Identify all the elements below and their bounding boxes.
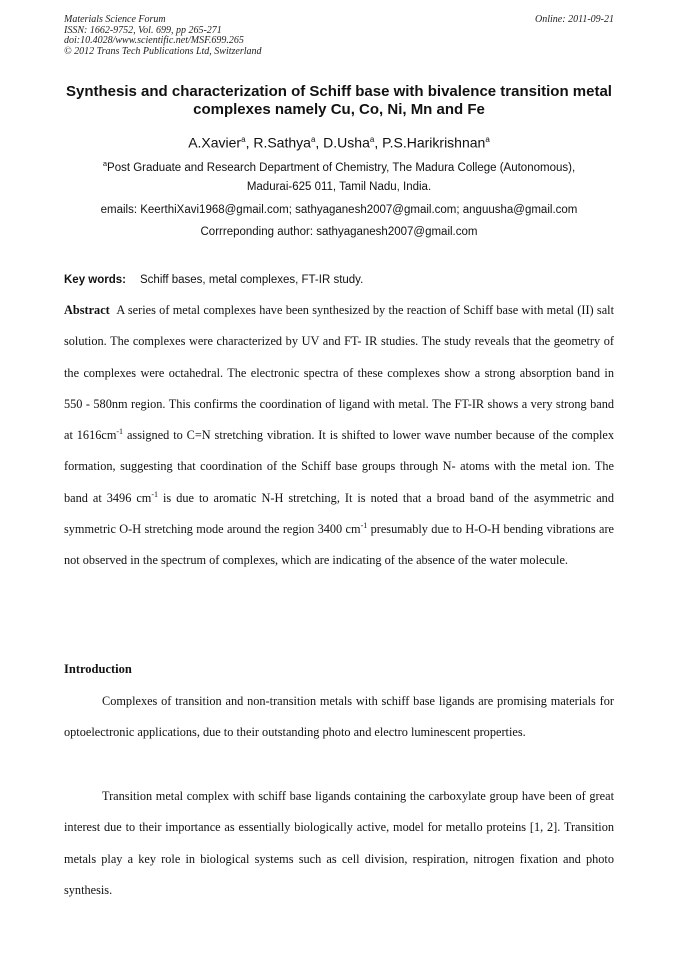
author-affiliation-mark: a xyxy=(369,135,375,144)
journal-name: Materials Science Forum xyxy=(64,14,166,25)
abstract-label: Abstract xyxy=(64,303,110,317)
corresponding-author: Corrreponding author: sathyaganesh2007@gmail.com xyxy=(200,226,478,238)
affiliation-text: Post Graduate and Research Department of Chemistry, The Madura College (Autonomous), xyxy=(107,161,576,174)
author-separator: , xyxy=(374,134,383,151)
author-separator: , xyxy=(245,134,254,151)
author-affiliation-mark: a xyxy=(485,135,490,144)
author-list xyxy=(0,131,678,152)
abstract-text: assigned to C=N stretching vibration. It is shifted to lower wave number because of the complex formation, suggesting that coordination of the Schiff base groups through N- atoms with the metal ion. The band at 3496 cm xyxy=(64,428,614,505)
author-name: P.S.Harikrishnan xyxy=(382,134,486,151)
journal-copyright: © 2012 Trans Tech Publications Ltd, Switzerland xyxy=(64,45,262,57)
online-date: Online: 2011-09-21 xyxy=(535,14,614,25)
keywords-text: Schiff bases, metal complexes, FT-IR study. xyxy=(140,274,364,286)
journal-header xyxy=(64,15,614,57)
abstract-text: A series of metal complexes have been synthesized by the reaction of Schiff base with metal (II) salt solution. The complexes were characterized by UV and FT- IR studies. The study reveals that the geometry of the complexes were octahedral. The electronic spectra of these complexes show a strong absorption band in 550 - 580nm region. This confirms the coordination of ligand with metal. The FT-IR shows a very strong band at 1616cm xyxy=(64,303,614,443)
introduction-paragraph-2: Transition metal complex with schiff base ligands containing the carboxylate group have been of great interest due to their importance as essentially biologically active, model for metallo proteins [1, 2]. Transition metals play a key role in biological systems such as cell division, respiration, nitrogen fixation and photo synthesis. xyxy=(64,789,614,897)
journal-issn: ISSN: 1662-9752, Vol. 699, pp 265-271 xyxy=(64,24,222,36)
superscript: -1 xyxy=(360,520,368,530)
abstract-text: is due to aromatic N-H stretching, It is noted that a broad band of the asymmetric and symmetric O-H stretching mode around the region 3400 cm xyxy=(64,490,614,537)
author-name: A.Xavier xyxy=(188,134,242,151)
superscript: -1 xyxy=(116,427,124,437)
affiliation-line-1 xyxy=(40,156,638,176)
superscript: -1 xyxy=(151,489,159,499)
author-affiliation-mark: a xyxy=(241,135,246,144)
author-name: R.Sathya xyxy=(253,134,311,151)
abstract-paragraph xyxy=(64,295,614,577)
affiliation-line-2: Madurai-625 011, Tamil Nadu, India. xyxy=(246,181,432,193)
author-emails: emails: KeerthiXavi1968@gmail.com; sathyaganesh2007@gmail.com; anguusha@gmail.com xyxy=(100,204,578,216)
introduction-paragraph-1: Complexes of transition and non-transition metals with schiff base ligands are promising materials for optoelectronic applications, due to their outstanding photo and electro luminescent properties. xyxy=(64,694,614,740)
keywords-label: Key words: xyxy=(64,274,126,286)
abstract-text: presumably due to H-O-H bending vibrations are not observed in the spectrum of complexes, which are indicating of the absence of the water molecule. xyxy=(64,522,614,568)
journal-info xyxy=(64,15,614,57)
journal-doi: doi:10.4028/www.scientific.net/MSF.699.265 xyxy=(64,35,244,46)
author-separator: , xyxy=(315,134,324,151)
author-name: D.Usha xyxy=(323,134,370,151)
section-heading-introduction: Introduction xyxy=(64,662,132,676)
affiliation-mark: a xyxy=(102,159,108,168)
author-affiliation-mark: a xyxy=(310,135,316,144)
keywords xyxy=(64,273,614,287)
paper-title: Synthesis and characterization of Schiff base with bivalence transition metal complexes namely Cu, Co, Ni, Mn and Fe xyxy=(66,83,612,118)
